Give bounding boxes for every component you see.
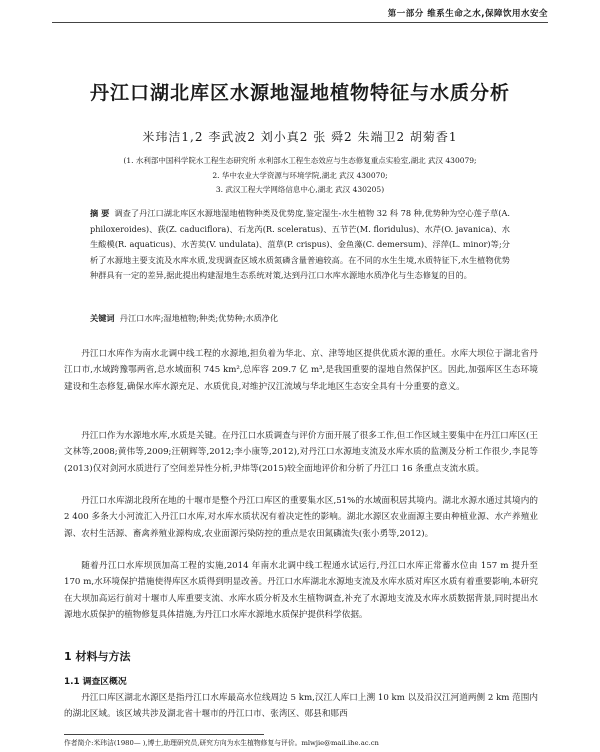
running-title: 第一部分 维系生命之水,保障饮用水安全 [387,9,548,19]
keywords [90,313,510,324]
subsection-heading-1-1: 1.1 调查区概况 [64,677,127,687]
affiliation-1: (1. 水利部中国科学院水工程生态研究所 水利部水工程生态效应与生态修复重点实验室,湖北 武汉 430079; [123,156,477,165]
body-paragraph-4: 随着丹江口水库坝顶加高工程的实施,2014 年南水北调中线工程通水试运行,丹江口水库正常蓄水位由 157 m 提升至 170 m,水环境保护措施使得库区水质得到明显改善。丹江口水库湖北水源地支流及水库水质对库区水质有着重要影响,本研究在大坝加高运行前对十堰市人库重要支流、水库水质分析及水生植物调查,补充了水源地支流及水库水质数据背景,同时提出水源地水质保护的植物修复具体措施,为丹江口水库水源地水质保护提供科学依据。 [64,561,538,620]
footnote-divider [64,734,264,735]
affiliation-2: 2. 华中农业大学资源与环境学院,湖北 武汉 430070; [212,171,388,180]
abstract [90,206,510,284]
paper-title: 丹江口湖北库区水源地湿地植物特征与水质分析 [89,82,510,104]
body-paragraph-5: 丹江口库区湖北水源区是指丹江口水库最高水位线周边 5 km,汉江人库口上溯 10 km 以及沿汉江河道两侧 2 km 范围内的湖北区域。该区域共涉及湖北省十堰市的丹江口市、张湾区、郧县和郧西 [64,693,538,720]
keywords-text: 丹江口水库;湿地植物;种类;优势种;水质净化 [119,313,279,323]
abstract-label: 摘 要 [90,208,110,218]
running-header [0,0,600,22]
body-paragraph-1: 丹江口水库作为南水北调中线工程的水源地,担负着为华北、京、津等地区提供优质水源的重任。水库大坝位于湖北省丹江口市,水域跨豫鄂两省,总水域面积 745 km²,总库容 209.7 亿 m³,是我国重要的湿地自然保护区。因此,加强库区生态环境建设和生态修复,确保水库水源充足、水质优良,对维护汉江流域与华北地区生态安全具有十分重要的意义。 [64,349,538,392]
affiliation-3: 3. 武汉工程大学网络信息中心,湖北 武汉 430205) [215,185,385,194]
body-paragraph-3: 丹江口水库湖北段所在地的十堰市是整个丹江口库区的重要集水区,51%的水域面积居其境内。湖北水源水通过其境内的 2 400 多条大小河流汇入丹江口水库,对水库水质状况有着决定性的影响。湖北水源区农业面源主要由种植业源、水产养殖业源、农村生活源、畜禽养殖业源构成,农业面源污染防控的重点是农田氮磷流失(张小勇等,2012)。 [64,496,538,539]
body-paragraph-2: 丹江口作为水源地水库,水质是关键。在丹江口水质调查与评价方面开展了很多工作,但工作区域主要集中在丹江口库区(王文林等,2008;黄伟等,2009;汪朝辉等,2012;李小康等,2012),对丹江口水源地支流及水库水质的监测及分析工作很少,李昆等(2013)仅对剑河水质进行了空间差异性分析,尹炜等(2015)较全面地评价和分析了丹江口 16 条重点支流水质。 [64,431,538,474]
author-footnote: 作者简介:米玮洁(1980— ),博士,助理研究员,研究方向为水生植物修复与评价。mlwjie@mail.ihe.ac.cn [64,739,379,747]
section-heading-1: 1 材料与方法 [64,650,131,663]
abstract-text: 调查了丹江口湖北库区水源地湿地植物种类及优势度,鉴定湿生-水生植物 32 科 78 种,优势种为空心莲子草(A. philoxeroides)、荻(Z. caduciflora)、石龙芮(R. sceleratus)、五节芒(M. floridulus)、水芹(O. javanica)、水生酸模(R. aquaticus)、水苦荬(V. undulata)、菹草(P. crispus)、金鱼藻(C. demersum)、浮萍(L. minor)等;分析了水源地主要支流及水库水质,发现调查区域水质氮磷含量普遍较高。在不同的水生生境,水质特征下,水生植物优势种群具有一定的差异,据此提出构建湿地生态系统对策,达到丹江口水库水源地水质净化与生态修复的目的。 [90,208,510,280]
keywords-label: 关键词 [90,313,115,323]
author-list: 米玮洁1,2 李武波2 刘小真2 张 舜2 朱端卫2 胡菊香1 [142,130,458,144]
header-divider [52,22,548,23]
